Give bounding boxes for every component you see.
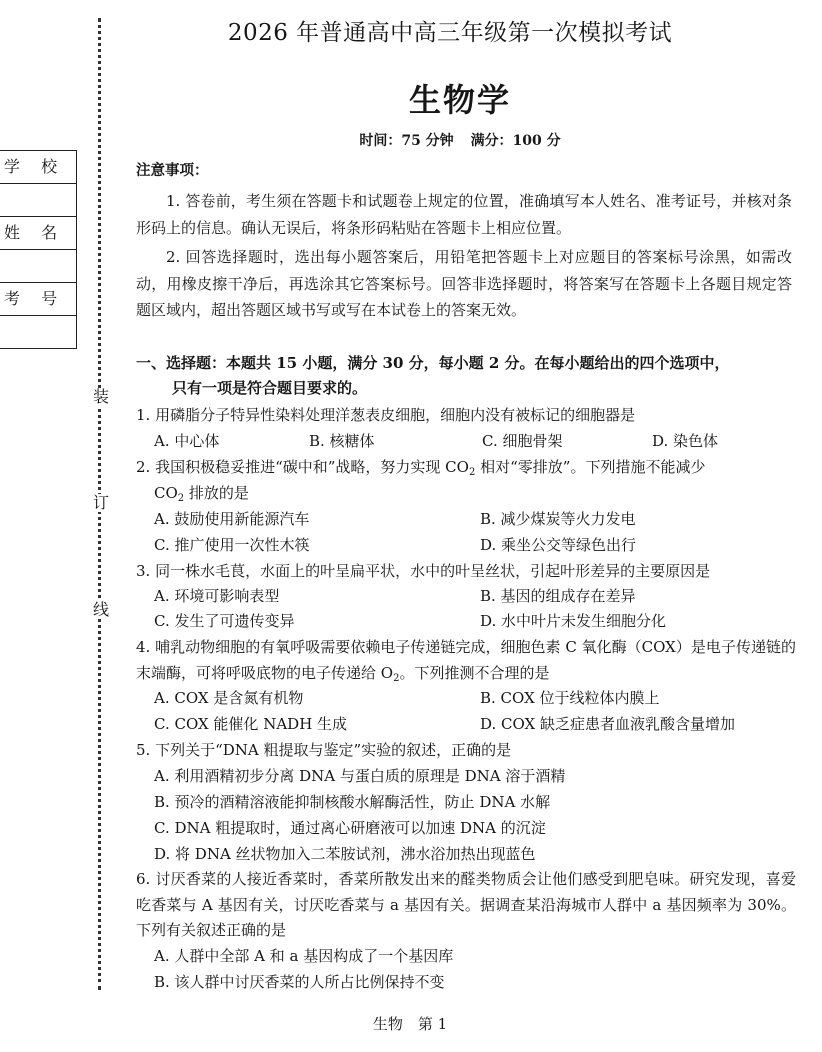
question-stem [136, 635, 796, 686]
section-heading [136, 351, 796, 401]
stem-part: CO [154, 483, 178, 502]
notice-heading: 注意事项： [136, 162, 209, 179]
name-blank[interactable] [0, 250, 76, 283]
subscript: 2 [177, 492, 185, 504]
question-stem: 3. 同一株水毛茛，水面上的叶呈扁平状，水中的叶呈丝状，引起叶形差异的主要原因是 [136, 562, 711, 580]
school-blank[interactable] [0, 184, 76, 217]
binding-char: 线 [92, 600, 109, 619]
stem-part: 相对“零排放”。下列措施不能减少 [475, 458, 706, 476]
option-a[interactable]: A. 中心体 [154, 432, 220, 450]
option-a[interactable]: A. 利用酒精初步分离 DNA 与蛋白质的原理是 DNA 溶于酒精 [154, 767, 566, 785]
option-d[interactable]: D. 水中叶片未发生细胞分化 [480, 612, 667, 630]
option-c[interactable]: C. COX 能催化 NADH 生成 [154, 715, 348, 733]
option-d[interactable]: D. COX 缺乏症患者血液乳酸含量增加 [480, 715, 735, 733]
section-heading-line1: 一、选择题：本题共 15 小题，满分 30 分，每小题 2 分。在每小题给出的四个选项中， [136, 354, 730, 372]
option-a[interactable]: A. 人群中全部 A 和 a 基因构成了一个基因库 [154, 947, 454, 965]
subscript: 2 [393, 672, 400, 684]
option-b[interactable]: B. 该人群中讨厌香菜的人所占比例保持不变 [154, 973, 445, 991]
stem-part: 4. 哺乳动物细胞的有氧呼吸需要依赖电子传递链完成，细胞色素 C 氧化酶（COX）是电子传递链的末端酶，可将呼吸底物的电子传递给 O [136, 638, 796, 682]
subscript: 2 [468, 467, 476, 478]
option-a[interactable]: A. 环境可影响表型 [154, 587, 280, 605]
option-c[interactable]: C. 发生了可遗传变异 [154, 612, 295, 630]
question-stem [136, 455, 796, 506]
stem-part: 。下列推测不合理的是 [399, 663, 550, 682]
page-footer: 生物 第 1 [372, 1015, 448, 1033]
option-a[interactable]: A. 鼓励使用新能源汽车 [154, 510, 310, 528]
option-b[interactable]: B. COX 位于线粒体内膜上 [480, 689, 660, 707]
option-c[interactable]: C. 推广使用一次性木筷 [154, 536, 310, 554]
section-heading-line2: 只有一项是符合题目要求的。 [172, 379, 368, 397]
binding-char: 订 [92, 493, 109, 512]
option-b[interactable]: B. 预冷的酒精溶液能抑制核酸水解酶活性，防止 DNA 水解 [154, 793, 551, 811]
option-d[interactable]: D. 将 DNA 丝状物加入二苯胺试剂，沸水浴加热出现蓝色 [154, 845, 536, 863]
notice-item: 2. 回答选择题时，选出每小题答案后，用铅笔把答题卡上对应题目的答案标号涂黑，如需改动，用橡皮擦干净后，再选涂其它答案标号。回答非选择题时，将答案写在答题卡上各题目规定答题区域内，超出答题区域书写或写在本试卷上的答案无效。 [136, 248, 792, 319]
option-c[interactable]: C. DNA 粗提取时，通过离心研磨液可以加速 DNA 的沉淀 [154, 819, 546, 837]
time-limit: 时间：75 分钟 [359, 133, 454, 149]
question-stem: 5. 下列关于“DNA 粗提取与鉴定”实验的叙述，正确的是 [136, 741, 512, 759]
number-label: 考 号 [0, 283, 76, 316]
full-score: 满分：100 分 [470, 133, 561, 149]
option-c[interactable]: C. 细胞骨架 [482, 432, 563, 450]
subject-title: 生物学 [408, 81, 511, 119]
time-score-line [260, 131, 660, 151]
option-b[interactable]: B. 基因的组成存在差异 [480, 587, 636, 605]
school-label: 学 校 [0, 151, 76, 184]
option-row [154, 429, 774, 454]
exam-title: 2026 年普通高中高三年级第一次模拟考试 [227, 20, 673, 46]
option-b[interactable]: B. 核糖体 [309, 432, 375, 450]
question-stem: 1. 用磷脂分子特异性染料处理洋葱表皮细胞，细胞内没有被标记的细胞器是 [136, 406, 636, 424]
option-a[interactable]: A. COX 是含氮有机物 [154, 689, 304, 707]
notice-item: 1. 答卷前，考生须在答题卡和试题卷上规定的位置，准确填写本人姓名、准考证号，并核对条形码上的信息。确认无误后，将条形码粘贴在答题卡上相应位置。 [136, 192, 792, 237]
question-stem: 6. 讨厌香菜的人接近香菜时，香菜所散发出来的醛类物质会让他们感受到肥皂味。研究发现，喜爱吃香菜与 A 基因有关，讨厌吃香菜与 a 基因有关。据调查某沿海城市人群中 a 基因频率为 30%。下列有关叙述正确的是 [136, 870, 796, 939]
binding-char: 装 [92, 387, 109, 406]
stem-part: 排放的是 [184, 483, 249, 502]
number-blank[interactable] [0, 316, 76, 348]
student-info-box [0, 150, 77, 349]
stem-part: 2. 我国积极稳妥推进“碳中和”战略，努力实现 CO [136, 458, 469, 476]
option-d[interactable]: D. 乘坐公交等绿色出行 [480, 536, 637, 554]
option-b[interactable]: B. 减少煤炭等火力发电 [480, 510, 636, 528]
name-label: 姓 名 [0, 217, 76, 250]
option-d[interactable]: D. 染色体 [652, 432, 719, 450]
